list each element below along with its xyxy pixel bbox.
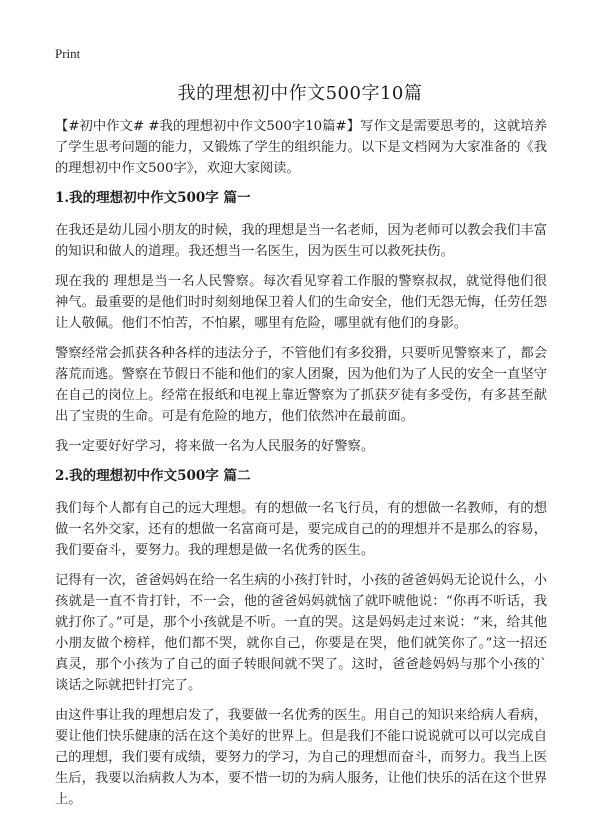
intro-paragraph: 【#初中作文# #我的理想初中作文500字10篇#】写作文是需要思考的，这就培养了学生思考问题的能力，又锻炼了学生的组织能力。以下是文档网为大家准备的《我的理想初中作文500字》，欢迎大家阅读。 <box>55 119 547 176</box>
section-heading: 2.我的理想初中作文500字 篇二 <box>55 468 251 484</box>
body-paragraph: 我一定要好好学习，将来做一名为人民服务的好警察。 <box>55 439 375 454</box>
document-title: 我的理想初中作文500字10篇 <box>177 83 423 104</box>
body-paragraph: 现在我的 理想是当一名人民警察。每次看见穿着工作服的警察叔叔，就觉得他们很神气。最重要的是他们时时刻刻地保卫着人们的生命安全，他们无怨无悔，任劳任怨让人敬佩。他们不怕苦，不怕累，哪里有危险，哪里就有他们的身影。 <box>55 274 547 331</box>
body-paragraph: 警察经常会抓获各种各样的违法分子，不管他们有多狡猾，只要听见警察来了，都会落荒而逃。警察在节假日不能和他们的家人团聚，因为他们为了人民的安全一直坚守在自己的岗位上。经常在报纸和电视上靠近警察为了抓获歹徒有多受伤，有多甚至献出了宝贵的生命。可是有危险的地方，他们依然冲在最前面。 <box>55 346 547 424</box>
body-paragraph: 由这件事让我的理想启发了，我要做一名优秀的医生。用自己的知识来给病人看病，要让他们快乐健康的活在这个美好的世界上。但是我们不能口说说就可以可以完成自己的理想，我们要有成绩，要努力的学习，为自己的理想而奋斗，而努力。我当上医生后，我要以治病救人为本，要不惜一切的为病人服务，让他们快乐的活在这个世界上。 <box>55 708 547 807</box>
body-paragraph: 在我还是幼儿园小朋友的时候，我的理想是当一名老师，因为老师可以教会我们丰富的知识和做人的道理。我还想当一名医生，因为医生可以救死扶伤。 <box>55 223 547 259</box>
body-paragraph: 我们每个人都有自己的远大理想。有的想做一名飞行员，有的想做一名教师，有的想做一名外交家，还有的想做一名富商可是，要完成自己的的理想并不是那么的容易，我们要奋斗，要努力。我的理想是做一名优秀的医生。 <box>55 501 547 558</box>
print-label: Print <box>55 46 81 61</box>
body-paragraph: 记得有一次，爸爸妈妈在给一名生病的小孩打针时，小孩的爸爸妈妈无论说什么，小孩就是一直不肯打针，不一会，他的爸爸妈妈就恼了就吓唬他说：“你再不听话，我就打你了。”可是，那个小孩就是不听。一直的哭。这是妈妈走过来说：“来，给其他小朋友做个榜样，他们都不哭，就你自己，你要是在哭，他们就笑你了。”这一招还真灵，那个小孩为了自己的面子转眼间就不哭了。这时，爸爸趁妈妈与那个小孩的`谈话之际就把针打完了。 <box>55 573 547 693</box>
document-body <box>55 116 547 819</box>
section-heading: 1.我的理想初中作文500字 篇一 <box>55 190 251 206</box>
